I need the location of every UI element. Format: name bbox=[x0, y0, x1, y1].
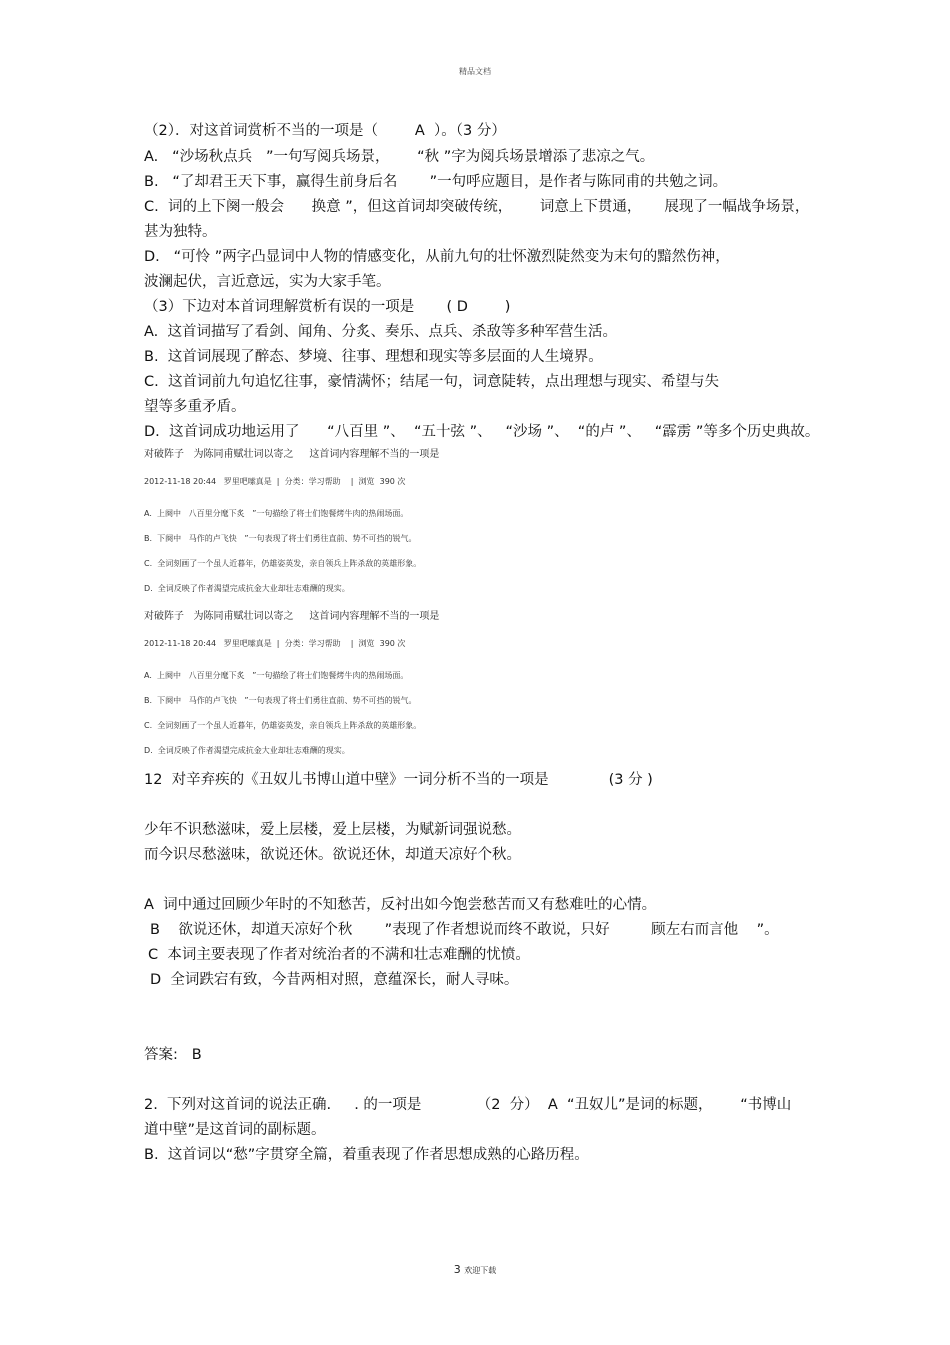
text-line: A 词中通过回顾少年时的不知愁苦，反衬出如今饱尝愁苦而又有愁难吐的心情。 bbox=[144, 897, 657, 913]
text-line: （3）下边对本首词理解赏析有误的一项是 ( D ) bbox=[144, 299, 511, 315]
text-line: A. 上阕中 八百里分麾下炙 ”一句描绘了将士们饱餐烤牛肉的热闹场面。 bbox=[144, 509, 409, 518]
text-line: B. “了却君王天下事，赢得生前身后名 ”一句呼应题目，是作者与陈同甫的共勉之词。 bbox=[144, 174, 728, 190]
text-line: A. 这首词描写了看剑、闻角、分炙、奏乐、点兵、杀敌等多种军营生活。 bbox=[144, 324, 617, 340]
footer-label: 欢迎下载 bbox=[464, 1266, 497, 1275]
page-footer bbox=[0, 1263, 950, 1276]
text-line: C. 全词刻画了一个虽人近暮年，仍雄姿英发，亲自领兵上阵杀敌的英雄形象。 bbox=[144, 559, 422, 568]
page-header: 精品文档 bbox=[459, 67, 491, 76]
text-line: 道中壁”是这首词的副标题。 bbox=[144, 1122, 326, 1138]
text-line: 12 对辛弃疾的《丑奴儿书博山道中壁》一词分析不当的一项是 (3 分 ) bbox=[144, 772, 653, 788]
text-line: B. 这首词以“愁”字贯穿全篇，着重表现了作者思想成熟的心路历程。 bbox=[144, 1147, 589, 1163]
text-line: 2012-11-18 20:44 罗里吧嗦真是 | 分类：学习帮助 | 浏览 390 次 bbox=[144, 477, 406, 486]
text-line: D 全词跌宕有致，今昔两相对照，意蕴深长，耐人寻味。 bbox=[150, 972, 519, 988]
text-line: 波澜起伏，言近意远，实为大家手笔。 bbox=[144, 274, 391, 290]
text-line: C. 这首词前九句追忆往事，豪情满怀；结尾一句，词意陡转，点出理想与现实、希望与失 bbox=[144, 374, 719, 390]
text-line: 对破阵子 为陈同甫赋壮词以寄之 这首词内容理解不当的一项是 bbox=[144, 611, 440, 622]
text-line: B. 这首词展现了醉态、梦境、往事、理想和现实等多层面的人生境界。 bbox=[144, 349, 603, 365]
text-line: D. 全词反映了作者渴望完成抗金大业却壮志难酬的现实。 bbox=[144, 584, 350, 593]
text-line: 甚为独特。 bbox=[144, 224, 217, 240]
text-line: B. 下阕中 马作的卢飞快 ”一句表现了将士们勇往直前、势不可挡的锐气。 bbox=[144, 696, 417, 705]
text-line: 对破阵子 为陈同甫赋壮词以寄之 这首词内容理解不当的一项是 bbox=[144, 449, 440, 460]
text-line: 2. 下列对这首词的说法正确. . 的一项是 （2 分） A “丑奴儿”是词的标题， “书博山 bbox=[144, 1097, 792, 1113]
text-line: B 欲说还休，却道天凉好个秋 ”表现了作者想说而终不敢说，只好 顾左右而言他 ”。 bbox=[150, 922, 779, 938]
text-line: D. “可怜 ”两字凸显词中人物的情感变化，从前九句的壮怀激烈陡然变为末句的黯然伤神， bbox=[144, 249, 730, 265]
text-line: 而今识尽愁滋味，欲说还休。欲说还休，却道天凉好个秋。 bbox=[144, 847, 521, 863]
text-line: A. 上阕中 八百里分麾下炙 ”一句描绘了将士们饱餐烤牛肉的热闹场面。 bbox=[144, 671, 409, 680]
text-line: C 本词主要表现了作者对统治者的不满和壮志难酬的忧愤。 bbox=[148, 947, 530, 963]
page-number: 3 bbox=[453, 1263, 461, 1276]
text-line: D. 全词反映了作者渴望完成抗金大业却壮志难酬的现实。 bbox=[144, 746, 350, 755]
text-line: B. 下阕中 马作的卢飞快 ”一句表现了将士们勇往直前、势不可挡的锐气。 bbox=[144, 534, 417, 543]
text-line: 望等多重矛盾。 bbox=[144, 399, 246, 415]
text-line: A. “沙场秋点兵 ”一句写阅兵场景， “秋 ”字为阅兵场景增添了悲凉之气。 bbox=[144, 149, 655, 165]
text-line: C. 全词刻画了一个虽人近暮年，仍雄姿英发，亲自领兵上阵杀敌的英雄形象。 bbox=[144, 721, 422, 730]
text-line: C. 词的上下阕一般会 换意 ”，但这首词却突破传统， 词意上下贯通， 展现了一幅战争场景， bbox=[144, 199, 810, 215]
text-line: （2）．对这首词赏析不当的一项是（ A ）。（3 分） bbox=[144, 123, 506, 139]
text-line: 答案: B bbox=[144, 1047, 202, 1063]
text-line: D. 这首词成功地运用了 “八百里 ”、 “五十弦 ”、 “沙场 ”、 “的卢 ”、 “霹雳 ”等多个历史典故。 bbox=[144, 424, 820, 440]
text-line: 2012-11-18 20:44 罗里吧嗦真是 | 分类：学习帮助 | 浏览 390 次 bbox=[144, 639, 406, 648]
text-line: 少年不识愁滋味，爱上层楼，爱上层楼，为赋新词强说愁。 bbox=[144, 822, 521, 838]
